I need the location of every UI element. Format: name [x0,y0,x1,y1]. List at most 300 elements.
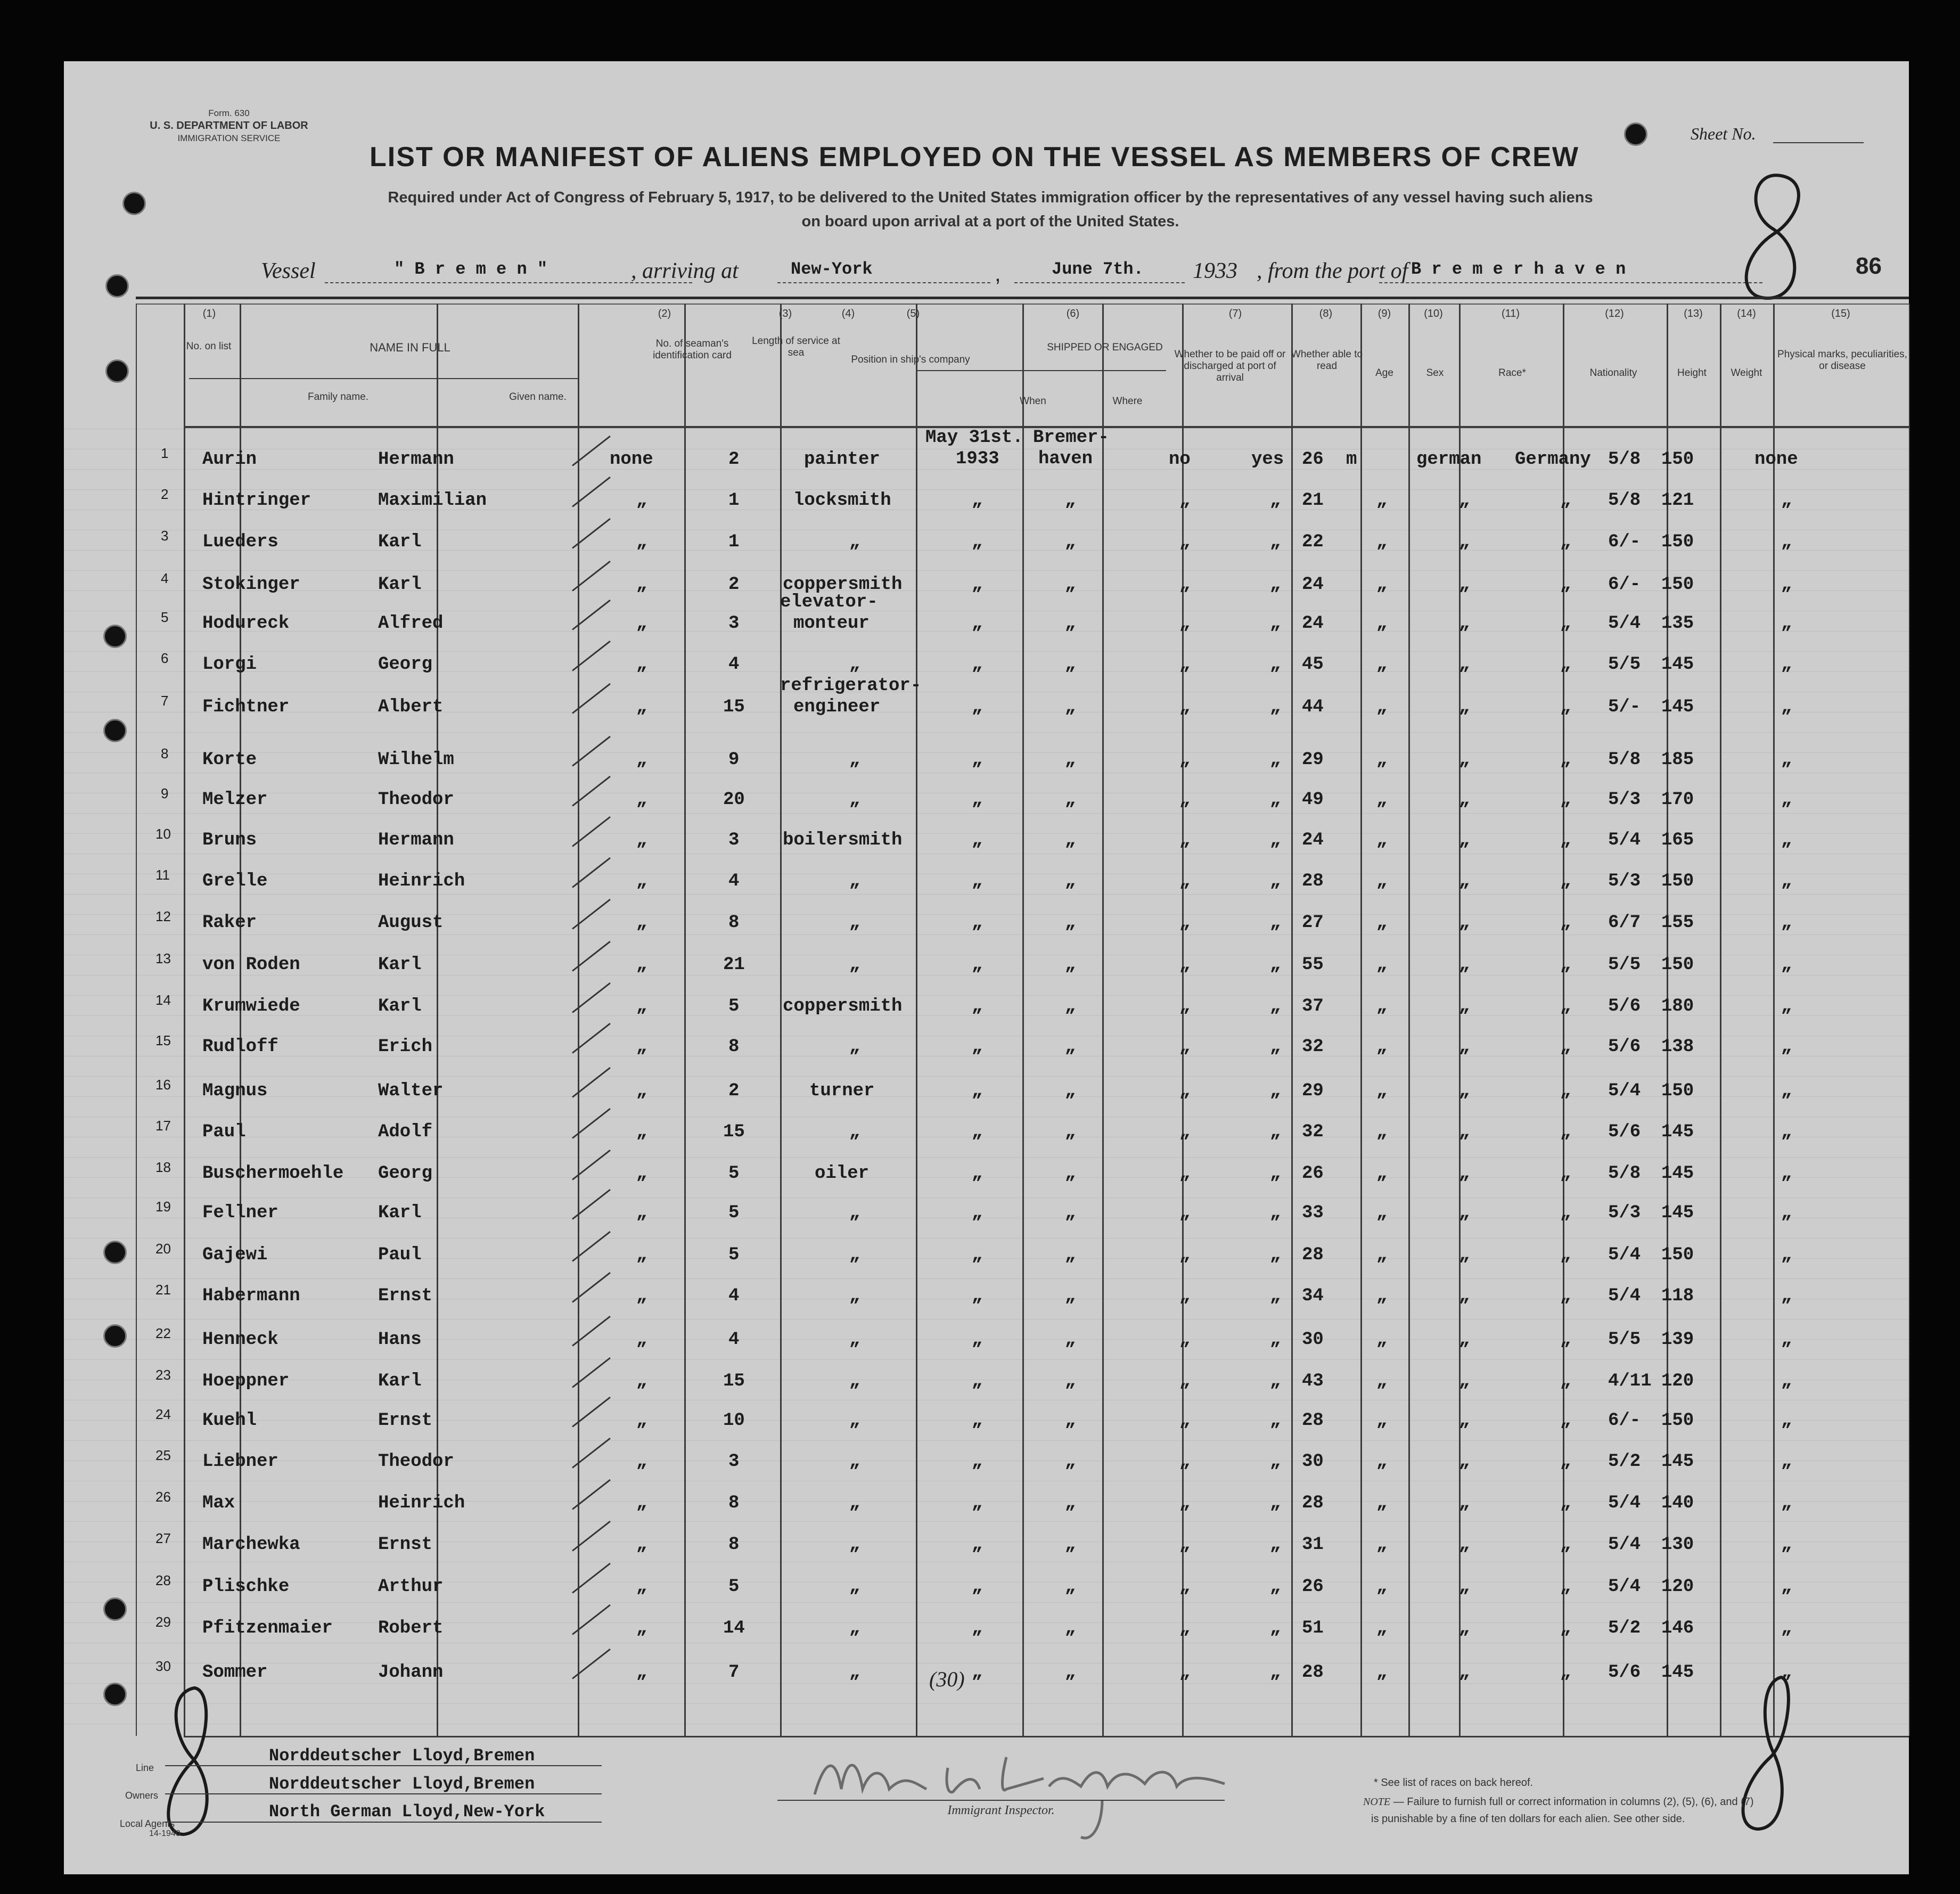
handwritten-sheet-number [1731,165,1816,314]
row-number: 7 [161,693,169,709]
family-name: Gajewi [202,1245,268,1265]
row-number: 26 [155,1489,171,1505]
arriving-label: , arriving at [631,259,739,283]
given-name: Walter [378,1081,444,1101]
column-rule [1667,304,1668,1736]
id-card-ditto: „ [636,1371,647,1391]
given-name: Karl [378,575,422,595]
column-number: (13) [1684,308,1703,319]
weight: 150 [1661,575,1694,595]
column-number: (2) [658,308,671,319]
paid-off-ditto: „ [1179,1371,1191,1391]
when-ditto: „ [972,790,983,810]
paid-off-ditto: „ [1179,913,1191,933]
paid-off-ditto: „ [1179,490,1191,511]
column-rule [1909,304,1910,1736]
punch-hole [105,359,129,383]
height: 5/6 [1608,996,1641,1016]
position-ditto: „ [849,1493,860,1513]
paid-off-ditto: „ [1179,654,1191,675]
column-number: (14) [1737,308,1756,319]
row-number: 19 [155,1199,171,1215]
length-of-service: 8 [728,1493,740,1513]
sex-ditto: „ [1376,654,1388,675]
row-number: 13 [155,950,171,966]
departure-port: B r e m e r h a v e n [1411,259,1626,279]
age: 29 [1302,1081,1324,1101]
able-read-ditto: „ [1270,1203,1281,1223]
given-name: Karl [378,996,422,1016]
weight: 139 [1661,1330,1694,1350]
header-where: Where [1112,396,1143,407]
sex-value: m [1346,449,1357,470]
length-of-service: 5 [728,1245,740,1265]
when-ditto: „ [972,913,983,933]
physical-ditto: „ [1781,790,1792,810]
weight: 165 [1661,830,1694,850]
height: 5/8 [1608,449,1641,470]
given-name: Paul [378,1245,422,1265]
paid-off-ditto: „ [1179,613,1191,634]
position-line-1: elevator- [780,592,878,612]
nationality-ditto: „ [1560,490,1571,511]
column-number: (5) [906,308,920,319]
id-card-ditto: „ [636,1122,647,1142]
position-ditto: „ [849,1122,860,1142]
height: 5/3 [1608,871,1641,891]
given-name: Ernst [378,1411,433,1431]
length-of-service: 4 [728,871,740,891]
able-read-ditto: „ [1270,1245,1281,1265]
row-number: 11 [155,867,170,883]
weight: 145 [1661,654,1694,675]
form-code: 14-1940 [149,1829,181,1838]
race-ditto: „ [1459,654,1470,675]
nationality-ditto: „ [1560,1411,1571,1431]
column-rule [1773,304,1775,1736]
nationality-ditto: „ [1560,1330,1571,1350]
given-name: Hermann [378,830,454,850]
position: painter [804,449,880,470]
id-card-ditto: „ [636,1203,647,1223]
family-name: Rudloff [202,1037,278,1057]
length-of-service: 15 [723,1371,745,1391]
length-of-service: 3 [728,1452,740,1472]
height: 5/- [1608,697,1641,717]
height: 5/5 [1608,955,1641,975]
position-ditto: „ [849,1577,860,1597]
total-count: (30) [929,1667,965,1691]
race-ditto: „ [1459,1535,1470,1555]
physical-ditto: „ [1781,913,1792,933]
given-name: Erich [378,1037,433,1057]
family-name: Melzer [202,790,268,810]
race-ditto: „ [1459,575,1470,595]
race-ditto: „ [1459,1411,1470,1431]
nationality-ditto: „ [1560,1203,1571,1223]
row-number: 23 [155,1367,171,1383]
where-ditto: „ [1065,1662,1076,1683]
paid-off-ditto: „ [1179,575,1191,595]
inspector-label: Immigrant Inspector. [947,1803,1055,1817]
position: coppersmith [783,575,903,595]
able-read-ditto: „ [1270,1081,1281,1101]
where-ditto: „ [1065,830,1076,850]
column-number: (6) [1066,308,1080,319]
weight: 118 [1661,1286,1694,1306]
where-ditto: „ [1065,697,1076,717]
when-ditto: „ [972,1662,983,1683]
sex-ditto: „ [1376,1245,1388,1265]
length-of-service: 8 [728,1535,740,1555]
where-ditto: „ [1065,1081,1076,1101]
punch-hole [1624,122,1647,146]
id-card-ditto: „ [636,1618,647,1638]
length-of-service: 4 [728,1330,740,1350]
given-name: August [378,913,444,933]
able-read-ditto: „ [1270,1286,1281,1306]
length-of-service: 9 [728,750,740,770]
row-number: 20 [155,1241,171,1257]
nationality-ditto: „ [1560,1286,1571,1306]
paid-off-ditto: „ [1179,1203,1191,1223]
row-number: 22 [155,1325,171,1341]
header-when: When [1020,396,1046,407]
physical-ditto: „ [1781,1163,1792,1184]
able-read-ditto: „ [1270,1452,1281,1472]
when-ditto: „ [972,1618,983,1638]
header-nationality: Nationality [1589,367,1637,379]
family-name: Plischke [202,1577,290,1597]
column-rule [684,304,686,1736]
weight: 145 [1661,1662,1694,1683]
physical-ditto: „ [1781,830,1792,850]
race-ditto: „ [1459,1452,1470,1472]
position-ditto: „ [849,790,860,810]
length-of-service: 8 [728,1037,740,1057]
when-ditto: „ [972,654,983,675]
nationality-ditto: „ [1560,1245,1571,1265]
length-of-service: 2 [728,575,740,595]
race-ditto: „ [1459,871,1470,891]
column-number: (9) [1377,308,1391,319]
race-ditto: „ [1459,697,1470,717]
height: 5/4 [1608,1493,1641,1513]
manifest-sheet: Form. 630 U. S. DEPARTMENT OF LABOR IMMIGRATION SERVICE Sheet No. LIST OR MANIFEST OF ALIENS EMPLOYED ON THE VESSEL AS MEMBERS OF CREW Required under Act of Congress of February 5, 1917, to be delivered to the United States immigration officer by the representatives of any vessel having such aliens on board upon arrival at a port of the United States. Vessel " B r e m e n " , arriving at New-York , June 7th. 1933 , from the port of B r e m e r h a v e n 86 (1) (2) (3) (4) (5) (6) (7) (8) (9) (10) (11) (12) (13) (14) (15) No. on list NAME IN FULL Family name. Given name. No. of seaman's identification card Length of service at sea Position in ship's company SHIPPED OR ENGAGED When Where Whether to be paid off or discharged at port of arrival Whether able to read Age Sex Race* Nationality Height Weight Physical marks, peculiarities, or disease none May 31st. 1933 Bremer- haven no yes m german Germany none 1 Aurin Hermann 2 painter 26 5/8 150 2 Hintringer Maximilian 1 locksmith 21 5/8 121 „ „ „ „ „ „ „ „ „ 3 Lueders Karl 1 „ 22 6/- 150 „ „ „ „ „ „ „ „ „ 4 Stokinger Karl 2 coppersmith 24 6/- 150 „ „ „ „ „ „ „ „ „ 5 Hodureck Alfred 3 elevator- monteur 24 5/4 135 „ „ „ „ „ „ „ „ „ 6 Lorgi Georg 4 „ 45 5/5 145 „ „ „ „ „ „ „ „ „ 7 Fichtner Albert 15 refrigerator- engineer 44 5/- 145 „ „ „ „ „ „ „ „ „ 8 Korte Wilhelm 9 „ 29 5/8 185 „ „ „ „ „ „ „ „ „ 9 Melzer Theodor 20 „ 49 5/3 170 „ „ „ „ „ „ „ „ „ 10 Bruns Hermann 3 boilersmith 24 5/4 165 „ „ „ „ „ „ „ „ „ 11 Grelle Heinrich 4 „ 28 5/3 150 „ „ „ „ „ „ „ „ „ 12 Raker August 8 „ 27 6/7 155 „ „ „ „ „ „ „ „ „ 13 von Roden Karl 21 „ 55 5/5 150 „ „ „ „ „ „ „ „ „ 14 Krumwiede Karl 5 coppersmith 37 5/6 180 „ „ „ „ „ „ „ „ „ 15 Rudloff Erich 8 „ 32 5/6 138 „ „ „ „ „ „ „ „ „ 16 Magnus Walter 2 turner 29 5/4 150 „ „ „ „ „ „ „ „ „ 17 Paul Adolf 15 „ 32 5/6 145 „ „ „ „ „ „ „ „ „ 18 Buschermoehle Georg 5 oiler 26 5/8 145 „ „ „ „ „ „ „ „ „ 19 Fellner Karl 5 „ 33 5/3 145 „ „ „ „ „ „ „ „ „ 20 Gajewi Paul 5 „ 28 5/4 150 „ „ „ „ „ „ „ „ „ 21 Habermann Ernst 4 „ 34 5/4 118 „ „ „ „ „ „ „ „ „ 22 Henneck Hans 4 „ 30 5/5 139 „ „ „ „ „ „ „ „ „ 23 Hoeppner Karl 15 „ 43 4/11 120 „ „ „ „ „ „ „ „ „ 24 Kuehl Ernst 10 „ 28 6/- 150 „ „ „ „ „ „ „ „ „ 25 Liebner Theodor 3 „ 30 5/2 145 „ „ „ „ „ „ „ „ „ 26 Max Heinrich 8 „ 28 5/4 140 „ „ „ „ „ „ „ „ „ 27 Marchewka Ernst 8 „ 31 5/4 130 „ „ „ „ „ „ „ „ „ 28 Plischke Arthur 5 „ 26 5/4 120 „ „ „ „ „ „ „ „ „ 29 Pfitzenmaier Robert 14 „ 51 5/2 146 „ „ „ „ „ „ „ „ „ 30 Sommer Johann 7 „ 28 5/6 145 „ „ „ „ „ „ „ „ „ (30) Line Owners Local Agents 14-1940 Norddeutscher Lloyd,Bremen Norddeutscher Lloyd,Bremen North German Lloyd,New-York Immigrant Inspector. * See list of races on back hereof. NOTE — Failure to furnish full or correct information in columns (2), (5), (6), and (7) is punishable by a fine of ten dollars for each alien. See other side. [64,61,1909,1874]
able-read-ditto: „ [1270,830,1281,850]
family-name: Liebner [202,1452,278,1472]
length-of-service: 5 [728,996,740,1016]
header-weight: Weight [1731,367,1762,379]
weight: 145 [1661,1452,1694,1472]
row-number: 9 [161,785,169,801]
length-of-service: 5 [728,1163,740,1184]
weight: 150 [1661,532,1694,552]
sex-ditto: „ [1376,1662,1388,1683]
length-of-service: 10 [723,1411,745,1431]
id-card-ditto: „ [636,871,647,891]
form-number: Form. 630 [208,108,250,118]
paid-off-ditto: „ [1179,871,1191,891]
age: 37 [1302,996,1324,1016]
position-ditto: „ [849,1452,860,1472]
able-read-ditto: „ [1270,871,1281,891]
id-card-ditto: „ [636,955,647,975]
paid-off-ditto: „ [1179,532,1191,552]
weight: 145 [1661,1163,1694,1184]
age: 28 [1302,1493,1324,1513]
physical-ditto: „ [1781,1535,1792,1555]
sex-ditto: „ [1376,1577,1388,1597]
height: 5/6 [1608,1662,1641,1683]
id-card-ditto: „ [636,1662,647,1683]
sex-ditto: „ [1376,1330,1388,1350]
able-read-ditto: „ [1270,532,1281,552]
paid-off-ditto: „ [1179,1662,1191,1683]
weight: 138 [1661,1037,1694,1057]
height: 5/4 [1608,1286,1641,1306]
length-of-service: 7 [728,1662,740,1683]
where-ditto: „ [1065,1163,1076,1184]
id-card-ditto: „ [636,575,647,595]
physical-ditto: „ [1781,1452,1792,1472]
id-card-ditto: „ [636,1286,647,1306]
ruled-line [64,1703,1909,1704]
where-ditto: „ [1065,1452,1076,1472]
id-card-ditto: „ [636,1535,647,1555]
weight: 145 [1661,1122,1694,1142]
when-ditto: „ [972,1245,983,1265]
length-of-service: 5 [728,1203,740,1223]
position-ditto: „ [849,1286,860,1306]
able-read-ditto: „ [1270,1330,1281,1350]
sex-ditto: „ [1376,1411,1388,1431]
nationality-ditto: „ [1560,1618,1571,1638]
paid-off-ditto: „ [1179,1618,1191,1638]
row-number: 1 [161,445,169,461]
position-ditto: „ [849,1662,860,1683]
column-number: (8) [1319,308,1333,319]
position: locksmith [793,490,891,511]
weight: 146 [1661,1618,1694,1638]
given-name: Karl [378,1371,422,1391]
row-number: 2 [161,486,169,502]
sex-ditto: „ [1376,697,1388,717]
header-physical: Physical marks, peculiarities, or disease [1777,349,1907,372]
age: 30 [1302,1330,1324,1350]
position-ditto: „ [849,1245,860,1265]
id-card-ditto: „ [636,996,647,1016]
length-of-service: 15 [723,697,745,717]
physical-ditto: „ [1781,750,1792,770]
position-ditto: „ [849,1618,860,1638]
id-card-ditto: „ [636,1493,647,1513]
column-number: (11) [1501,308,1520,319]
paid-off-ditto: „ [1179,1081,1191,1101]
able-read-ditto: „ [1270,955,1281,975]
paid-off-ditto: „ [1179,1493,1191,1513]
age: 51 [1302,1618,1324,1638]
note-line-2: is punishable by a fine of ten dollars for each alien. See other side. [1371,1813,1685,1825]
height: 5/4 [1608,1245,1641,1265]
header-no-on-list: No. on list [186,341,232,352]
row-number: 18 [155,1159,171,1175]
nationality-value: Germany [1515,449,1591,470]
row-number: 27 [155,1530,171,1546]
age: 27 [1302,913,1324,933]
races-note: * See list of races on back hereof. [1374,1777,1533,1789]
age: 55 [1302,955,1324,975]
ruled-line [64,1359,1909,1360]
length-of-service: 21 [723,955,745,975]
given-name: Theodor [378,1452,454,1472]
height: 5/8 [1608,490,1641,511]
id-card-ditto: „ [636,1163,647,1184]
height: 5/4 [1608,1535,1641,1555]
position-ditto: „ [849,1037,860,1057]
physical-ditto: „ [1781,1411,1792,1431]
paid-off-ditto: „ [1179,1577,1191,1597]
family-name: Hoeppner [202,1371,290,1391]
nationality-ditto: „ [1560,1493,1571,1513]
id-card-ditto: „ [636,1330,647,1350]
sex-ditto: „ [1376,1493,1388,1513]
position-ditto: „ [849,532,860,552]
punch-hole [103,625,127,648]
position: boilersmith [783,830,903,850]
family-name: Grelle [202,871,268,891]
row-number: 30 [155,1658,171,1674]
ruled-line [64,1157,1909,1158]
row-number: 21 [155,1282,171,1298]
position: turner [809,1081,875,1101]
given-name: Georg [378,654,433,675]
height: 5/5 [1608,654,1641,675]
able-read-ditto: „ [1270,1618,1281,1638]
family-name: Krumwiede [202,996,300,1016]
race-ditto: „ [1459,1081,1470,1101]
weight: 150 [1661,871,1694,891]
ruled-line [64,570,1909,571]
weight: 170 [1661,790,1694,810]
physical-ditto: „ [1781,654,1792,675]
physical-ditto: „ [1781,613,1792,634]
row-number: 15 [155,1032,171,1048]
when-ditto: „ [972,490,983,511]
physical-ditto: „ [1781,697,1792,717]
able-read-ditto: „ [1270,996,1281,1016]
column-rule [1182,304,1184,1736]
position: coppersmith [783,996,903,1016]
race-ditto: „ [1459,1330,1470,1350]
length-of-service: 3 [728,830,740,850]
weight: 155 [1661,913,1694,933]
header-age: Age [1375,367,1393,379]
length-of-service: 4 [728,654,740,675]
sex-ditto: „ [1376,1163,1388,1184]
where-ditto: „ [1065,490,1076,511]
header-length-service: Length of service at sea [752,335,840,358]
where-ditto: „ [1065,1330,1076,1350]
shipped-where-line-2: haven [1038,449,1093,469]
when-ditto: „ [972,955,983,975]
column-rule [1720,304,1721,1736]
ruled-line [64,813,1909,814]
able-read-ditto: „ [1270,750,1281,770]
paid-off-ditto: „ [1179,955,1191,975]
where-ditto: „ [1065,1577,1076,1597]
when-ditto: „ [972,1203,983,1223]
family-name: Habermann [202,1286,300,1306]
given-name: Arthur [378,1577,444,1597]
position-line-1: refrigerator- [780,676,922,696]
height: 6/7 [1608,913,1641,933]
ruled-line [64,934,1909,935]
when-ditto: „ [972,1163,983,1184]
owners-label: Owners [125,1790,159,1801]
age: 28 [1302,871,1324,891]
when-ditto: „ [972,697,983,717]
nationality-ditto: „ [1560,996,1571,1016]
height: 4/11 [1608,1371,1652,1391]
nationality-ditto: „ [1560,654,1571,675]
where-ditto: „ [1065,1122,1076,1142]
when-ditto: „ [972,1577,983,1597]
service-name: IMMIGRATION SERVICE [177,133,281,143]
where-ditto: „ [1065,1203,1076,1223]
header-able-read: Whether able to read [1291,349,1363,372]
race-value: german [1416,449,1482,470]
physical-ditto: „ [1781,1330,1792,1350]
given-name: Alfred [378,613,444,634]
able-read-ditto: „ [1270,1662,1281,1683]
age: 30 [1302,1452,1324,1472]
height: 5/2 [1608,1618,1641,1638]
line-value: Norddeutscher Lloyd,Bremen [269,1746,535,1766]
punch-hole [103,719,127,742]
age: 29 [1302,750,1324,770]
paid-off-ditto: „ [1179,750,1191,770]
subtitle-line-2: on board upon arrival at a port of the United States. [801,213,1179,230]
age: 43 [1302,1371,1324,1391]
age: 21 [1302,490,1324,511]
position-ditto: „ [849,1535,860,1555]
height: 5/6 [1608,1037,1641,1057]
when-ditto: „ [972,1371,983,1391]
nationality-ditto: „ [1560,613,1571,634]
nationality-ditto: „ [1560,1037,1571,1057]
able-read-ditto: „ [1270,913,1281,933]
nationality-ditto: „ [1560,1577,1571,1597]
id-card-ditto: „ [636,1081,647,1101]
able-read-ditto: „ [1270,1371,1281,1391]
when-ditto: „ [972,871,983,891]
sex-ditto: „ [1376,1122,1388,1142]
page-number: 86 [1856,253,1882,279]
position-ditto: „ [849,1371,860,1391]
sex-ditto: „ [1376,955,1388,975]
ruled-line [64,732,1909,733]
column-rule [136,304,137,1736]
race-ditto: „ [1459,1662,1470,1683]
able-read-ditto: „ [1270,697,1281,717]
physical-ditto: „ [1781,1081,1792,1101]
weight: 145 [1661,1203,1694,1223]
race-ditto: „ [1459,790,1470,810]
age: 31 [1302,1535,1324,1555]
handwritten-eight-right [1731,1672,1805,1837]
physical-ditto: „ [1781,1203,1792,1223]
